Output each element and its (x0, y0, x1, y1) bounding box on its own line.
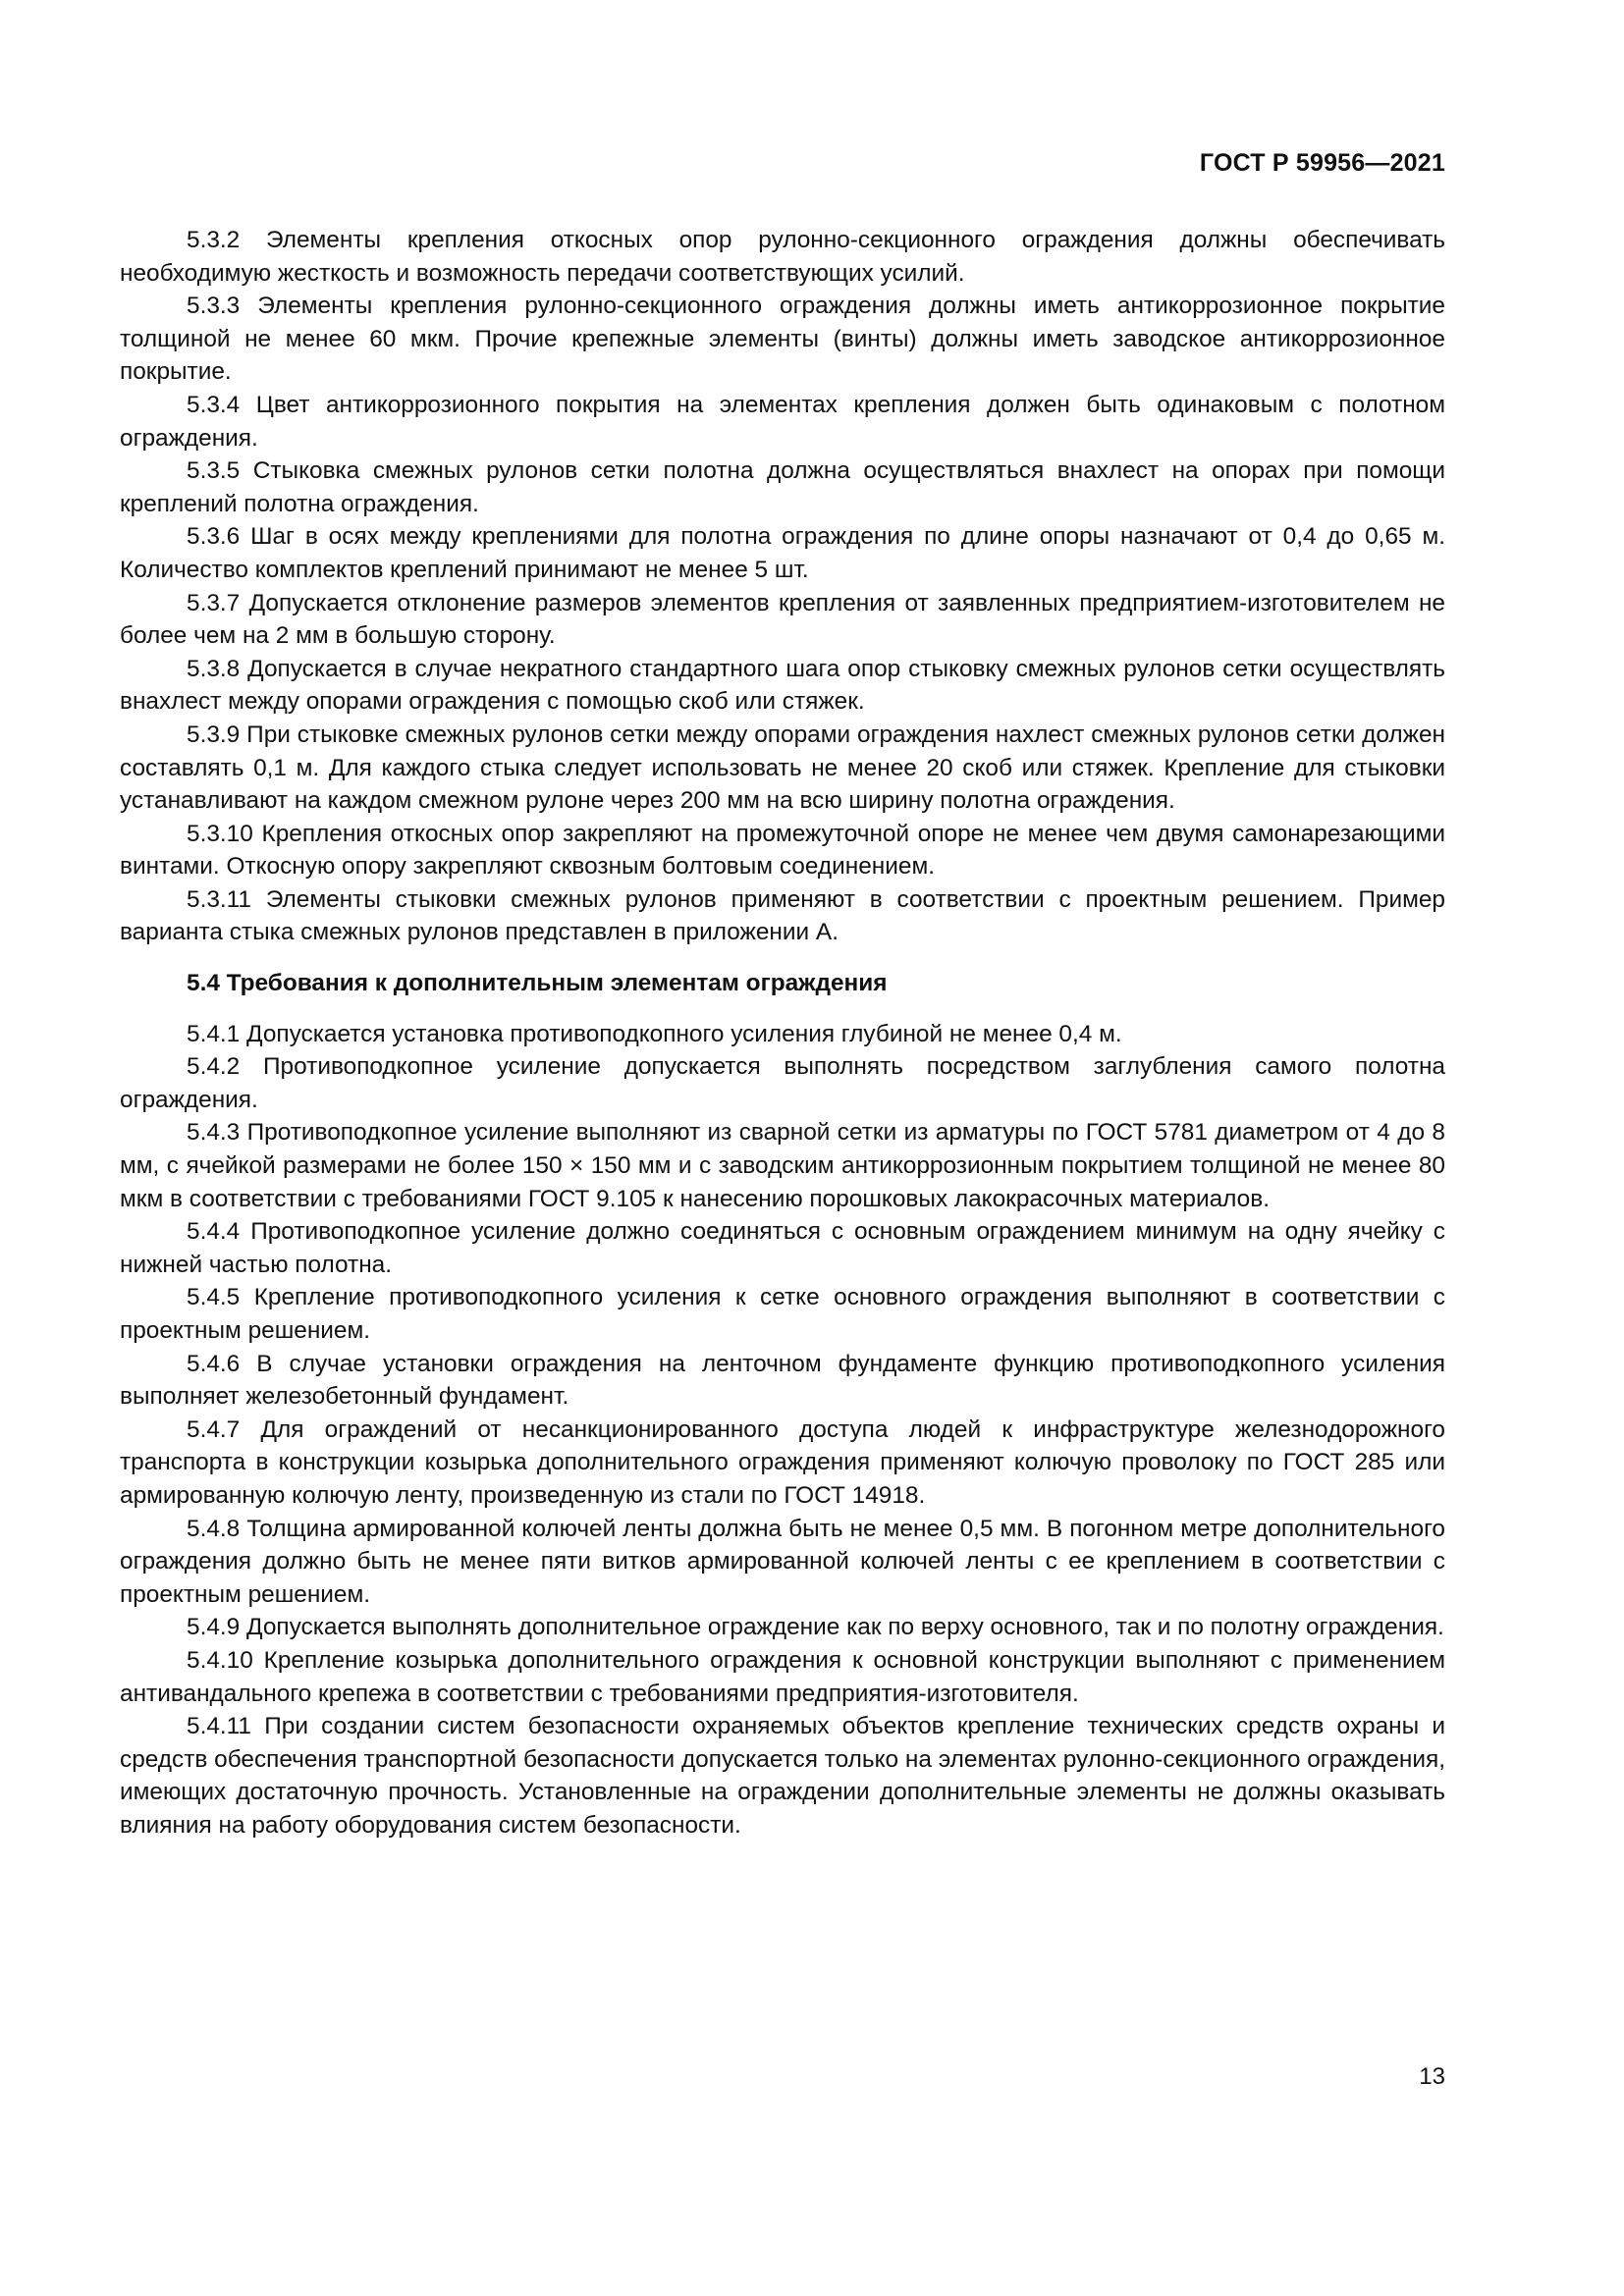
paragraph-5-3-6: 5.3.6 Шаг в осях между креплениями для полотна ограждения по длине опоры назначают от 0,4 до 0,65 м. Количество комплектов креплений принимают не менее 5 шт. (120, 523, 1445, 583)
document-body (120, 224, 1445, 1842)
paragraph-5-4-6: 5.4.6 В случае установки ограждения на ленточном фундаменте функцию противоподкопного усиления выполняет железобетонный фундамент. (120, 1350, 1445, 1411)
paragraph-5-3-10: 5.3.10 Крепления откосных опор закрепляют на промежуточной опоре не менее чем двумя самонарезающими винтами. Откосную опору закрепляют сквозным болтовым соединением. (120, 820, 1445, 881)
paragraph-5-4-5: 5.4.5 Крепление противоподкопного усиления к сетке основного ограждения выполняют в соответствии с проектным решением. (120, 1284, 1445, 1344)
paragraph-5-3-9: 5.3.9 При стыковке смежных рулонов сетки между опорами ограждения нахлест смежных рулонов сетки должен составлять 0,1 м. Для каждого стыка следует использовать не менее 20 скоб или стяжек. Крепление для стыковки устанавливают на каждом смежном рулоне через 200 мм на всю ширину полотна ограждения. (120, 721, 1445, 815)
paragraph-5-4-9: 5.4.9 Допускается выполнять дополнительное ограждение как по верху основного, так и по полотну ограждения. (187, 1614, 1444, 1641)
paragraph-5-3-4: 5.3.4 Цвет антикоррозионного покрытия на элементах крепления должен быть одинаковым с полотном ограждения. (120, 391, 1445, 452)
paragraph-5-3-3: 5.3.3 Элементы крепления рулонно-секционного ограждения должны иметь антикоррозионное покрытие толщиной не менее 60 мкм. Прочие крепежные элементы (винты) должны иметь заводское антикоррозионное покрытие. (120, 293, 1445, 386)
paragraph-5-4-1: 5.4.1 Допускается установка противоподкопного усиления глубиной не менее 0,4 м. (187, 1020, 1122, 1047)
paragraph-5-3-8: 5.3.8 Допускается в случае некратного стандартного шага опор стыковку смежных рулонов сетки осуществлять внахлест между опорами ограждения с помощью скоб или стяжек. (120, 655, 1445, 716)
paragraph-5-3-7: 5.3.7 Допускается отклонение размеров элементов крепления от заявленных предприятием-изготовителем не более чем на 2 мм в большую сторону. (120, 589, 1445, 650)
document-id-header: ГОСТ Р 59956—2021 (1199, 149, 1445, 177)
paragraph-5-4-2: 5.4.2 Противоподкопное усиление допускается выполнять посредством заглубления самого полотна ограждения. (120, 1053, 1445, 1113)
paragraph-5-3-11: 5.3.11 Элементы стыковки смежных рулонов применяют в соответствии с проектным решением. Пример варианта стыка смежных рулонов представлен в приложении А. (120, 885, 1445, 946)
paragraph-5-4-10: 5.4.10 Крепление козырька дополнительного ограждения к основной конструкции выполняют с применением антивандального крепежа в соответствии с требованиями предприятия-изготовителя. (120, 1646, 1445, 1707)
paragraph-5-4-3: 5.4.3 Противоподкопное усиление выполняют из сварной сетки из арматуры по ГОСТ 5781 диаметром от 4 до 8 мм, с ячейкой размерами не более 150 × 150 мм и с заводским антикоррозионным покрытием толщиной не менее 80 мкм в соответствии с требованиями ГОСТ 9.105 к нанесению порошковых лакокрасочных материалов. (120, 1119, 1445, 1212)
section-heading-5-4: 5.4 Требования к дополнительным элементам ограждения (187, 970, 888, 997)
page-number: 13 (1419, 2063, 1445, 2090)
paragraph-5-3-2: 5.3.2 Элементы крепления откосных опор рулонно-секционного ограждения должны обеспечивать необходимую жесткость и возможность передачи соответствующих усилий. (120, 227, 1445, 287)
paragraph-5-4-4: 5.4.4 Противоподкопное усиление должно соединяться с основным ограждением минимум на одну ячейку с нижней частью полотна. (120, 1218, 1445, 1278)
paragraph-5-4-8: 5.4.8 Толщина армированной колючей ленты должна быть не менее 0,5 мм. В погонном метре дополнительного ограждения должно быть не менее пяти витков армированной колючей ленты с ее креплением в соответствии с проектным решением. (120, 1515, 1445, 1608)
paragraph-5-4-11: 5.4.11 При создании систем безопасности охраняемых объектов крепление технических средств охраны и средств обеспечения транспортной безопасности допускается только на элементах рулонно-секционного ограждения, имеющих достаточную прочность. Установленные на ограждении дополнительные элементы не должны оказывать влияния на работу оборудования систем безопасности. (120, 1713, 1445, 1839)
paragraph-5-3-5: 5.3.5 Стыковка смежных рулонов сетки полотна должна осуществляться внахлест на опорах при помощи креплений полотна ограждения. (120, 457, 1445, 517)
paragraph-5-4-7: 5.4.7 Для ограждений от несанкционированного доступа людей к инфраструктуре железнодорожного транспорта в конструкции козырька дополнительного ограждения применяют колючую проволоку по ГОСТ 285 или армированную колючую ленту, произведенную из стали по ГОСТ 14918. (120, 1415, 1445, 1509)
